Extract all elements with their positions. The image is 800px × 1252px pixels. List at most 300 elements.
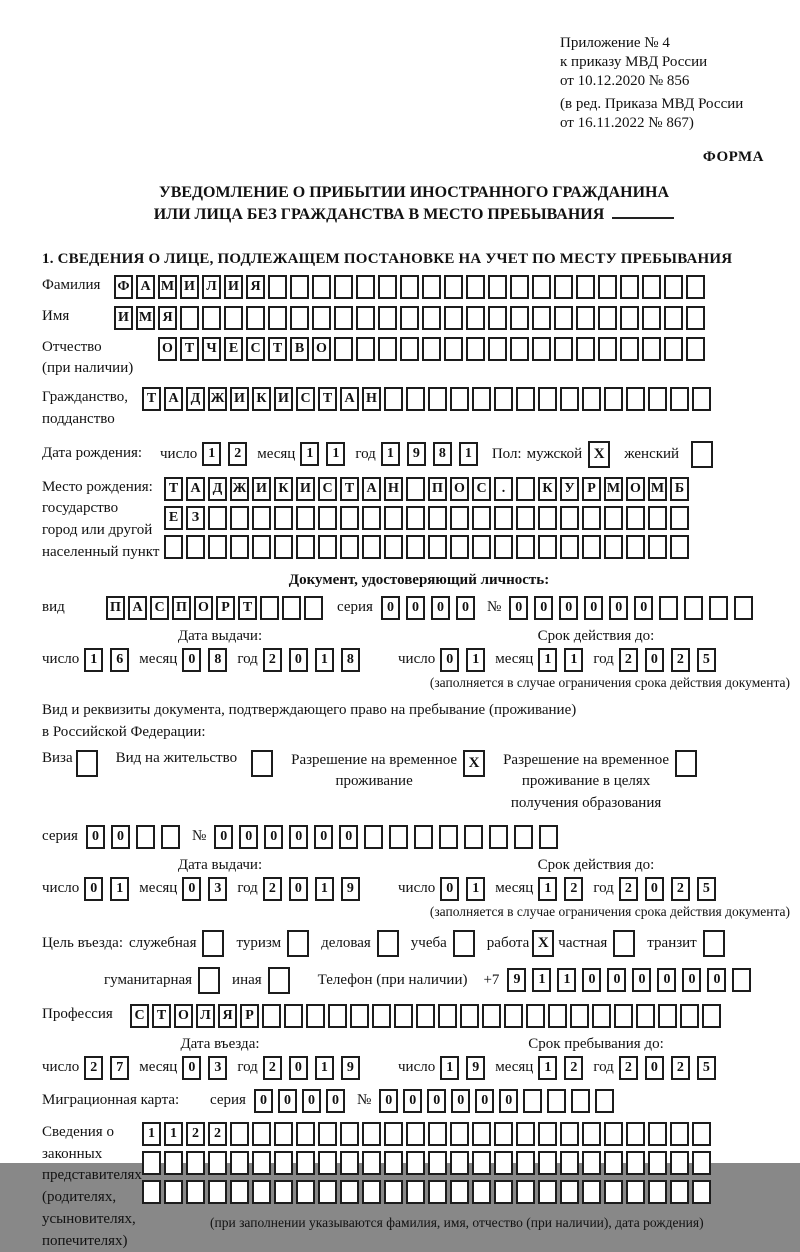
residence-series-label: серия [42,828,78,845]
char-cell [356,306,375,330]
char-cell [516,1122,535,1146]
char-cell [466,275,485,299]
char-cell [532,337,551,361]
char-cell [136,825,155,849]
char-cell [406,1151,425,1175]
year-label: год [237,1059,258,1076]
migration-series-label: серия [210,1092,246,1109]
char-cell [516,1180,535,1204]
char-cell [384,387,403,411]
char-cell [604,1151,623,1175]
char-cell [224,306,243,330]
char-cell [538,506,557,530]
char-cell [422,337,441,361]
char-cell [164,1151,183,1175]
char-cell: Л [196,1004,215,1028]
char-cell: 9 [407,442,426,466]
char-cell [340,535,359,559]
representatives-label-line: усыновителях, [42,1210,136,1227]
char-cell: 2 [671,1056,690,1080]
char-cell [444,275,463,299]
char-cell [246,306,265,330]
char-cell [262,1004,281,1028]
char-cell: 0 [582,968,601,992]
char-cell: Н [362,387,381,411]
year-cells [619,648,716,672]
char-cell: 0 [475,1089,494,1113]
sex-male-label: мужской [526,445,583,462]
representatives-label-line: законных [42,1145,103,1162]
visa-label: Виза [42,749,73,766]
char-cell [532,306,551,330]
char-cell [488,306,507,330]
residence-number-label: № [191,828,207,845]
char-cell [670,1151,689,1175]
char-cell: 1 [84,648,103,672]
char-cell: 0 [440,648,459,672]
char-cell: 2 [263,877,282,901]
form-title-line2-text: ИЛИ ЛИЦА БЕЗ ГРАЖДАНСТВА В МЕСТО ПРЕБЫВАНИЯ [153,206,605,224]
given-name-label: Имя [42,307,70,324]
char-cell: 1 [315,1056,334,1080]
entry-date-cells [42,1056,398,1080]
char-cell: О [174,1004,193,1028]
temp-residence-label-line: Разрешение на временное [291,751,458,768]
char-cell: Н [384,477,403,501]
char-cell [389,825,408,849]
month-label: месяц [495,1059,534,1076]
char-cell: 8 [341,648,360,672]
representatives-label-line: Сведения о [42,1123,114,1140]
char-cell [428,387,447,411]
option-visa [42,750,98,777]
char-cell [626,387,645,411]
option-temp-residence [291,750,485,794]
char-cell [384,1122,403,1146]
month-cells [300,442,345,466]
char-cell [472,535,491,559]
year-cells [619,877,716,901]
profession-row [42,1004,796,1028]
char-cell: Т [268,337,287,361]
char-cell: Л [202,275,221,299]
residence-issue-date-cells [42,877,398,901]
char-cell [595,1089,614,1113]
char-cell: 2 [619,648,638,672]
char-cell [334,306,353,330]
char-cell [523,1089,542,1113]
char-cell [582,387,601,411]
char-cell: 1 [459,442,478,466]
char-cell [208,1151,227,1175]
char-cell [318,1122,337,1146]
char-cell [340,1151,359,1175]
char-cell [268,275,287,299]
char-cell: 0 [289,825,308,849]
char-cell [202,306,221,330]
surname-cells [114,275,705,299]
char-cell [384,1180,403,1204]
char-cell [284,1004,303,1028]
char-cell [378,337,397,361]
char-cell: 0 [326,1089,345,1113]
char-cell [186,1151,205,1175]
char-cell [208,506,227,530]
char-cell: 6 [110,648,129,672]
purpose-commercial-checkbox [377,930,399,957]
char-cell [364,825,383,849]
char-cell [416,1004,435,1028]
char-cell: Т [340,477,359,501]
char-cell [296,1122,315,1146]
char-cell [582,1122,601,1146]
char-cell [488,337,507,361]
temp-residence-education-label-line: Разрешение на временное [503,751,670,768]
char-cell: И [296,477,315,501]
char-cell: 0 [645,1056,664,1080]
revision-line: (в ред. Приказа МВД России [560,96,744,113]
char-cell [142,1180,161,1204]
issue-date-cells [42,648,398,672]
char-cell: 1 [564,648,583,672]
surname-row [42,275,796,299]
purpose-transit-label: транзит [647,934,697,951]
char-cell: И [230,387,249,411]
appendix-line: от 10.12.2020 № 856 [560,72,690,89]
char-cell: М [648,477,667,501]
option-temp-residence-education [503,750,697,815]
char-cell [356,337,375,361]
char-cell: Ж [208,387,227,411]
char-cell [482,1004,501,1028]
birth-place-label-line: населенный пункт [42,543,160,560]
char-cell [642,275,661,299]
char-cell: 0 [289,877,308,901]
birth-place-label-line: государство [42,500,119,517]
char-cell [494,1122,513,1146]
patronymic-label [42,337,158,381]
option-residence-permit [116,750,273,777]
month-label: месяц [139,1059,178,1076]
residence-doc-intro-line2: в Российской Федерации: [42,724,206,741]
char-cell [560,535,579,559]
char-cell [554,275,573,299]
char-cell: Т [238,596,257,620]
char-cell [582,506,601,530]
char-cell: 2 [619,1056,638,1080]
given-name-cells [114,306,705,330]
residence-doc-options [42,750,796,815]
char-cell [282,596,301,620]
char-cell: И [114,306,133,330]
char-cell [450,506,469,530]
char-cell [274,535,293,559]
char-cell [472,1122,491,1146]
char-cell [439,825,458,849]
char-cell [670,535,689,559]
char-cell: В [290,337,309,361]
purpose-other-label: иная [232,971,262,988]
year-label: год [237,880,258,897]
char-cell [560,387,579,411]
char-cell [670,506,689,530]
day-label: число [398,1059,436,1076]
char-cell: 0 [289,648,308,672]
char-cell [582,1151,601,1175]
char-cell: 0 [634,596,653,620]
char-cell [604,1122,623,1146]
char-cell: 1 [440,1056,459,1080]
char-cell [554,337,573,361]
phone-prefix: +7 [483,971,500,988]
char-cell [576,337,595,361]
residence-number-cells [214,825,558,849]
year-label: год [593,1059,614,1076]
char-cell [334,337,353,361]
char-cell [598,337,617,361]
char-cell [538,1151,557,1175]
char-cell [620,337,639,361]
char-cell [444,306,463,330]
char-cell [356,275,375,299]
birth-place-label-line: город или другой [42,522,153,539]
char-cell: У [560,477,579,501]
char-cell [384,506,403,530]
char-cell [328,1004,347,1028]
day-label: число [42,651,80,668]
char-cell [692,1151,711,1175]
char-cell: 0 [657,968,676,992]
month-label: месяц [495,651,534,668]
valid-until-cells [398,648,794,672]
temp-residence-education-label-line: получения образования [510,795,662,812]
month-cells [182,648,227,672]
char-cell: 1 [315,648,334,672]
citizenship-label-line: Гражданство, [42,389,129,406]
char-cell: 2 [84,1056,103,1080]
char-cell [488,275,507,299]
char-cell: Р [240,1004,259,1028]
char-cell: П [172,596,191,620]
char-cell [296,506,315,530]
char-cell [472,506,491,530]
char-cell: 0 [84,877,103,901]
char-cell [180,306,199,330]
revision-line: от 16.11.2022 № 867) [560,115,694,131]
char-cell [510,275,529,299]
char-cell: 2 [228,442,247,466]
char-cell [626,506,645,530]
purpose-commercial-label: деловая [321,934,371,951]
char-cell [400,337,419,361]
valid-until-col [398,628,794,672]
char-cell: Б [670,477,689,501]
char-cell: 0 [682,968,701,992]
birth-place-label-line: Место рождения: [42,478,153,495]
identity-doc-validity-note: (заполняется в случае ограничения срока действия документа) [429,674,790,690]
char-cell [362,535,381,559]
char-cell: 0 [499,1089,518,1113]
char-cell: 2 [186,1122,205,1146]
citizenship-label [42,387,142,431]
stay-until-cells [398,1056,794,1080]
year-cells [263,877,360,901]
char-cell [548,1004,567,1028]
char-cell [318,506,337,530]
char-cell [334,275,353,299]
char-cell [318,1151,337,1175]
char-cell: 0 [707,968,726,992]
char-cell [539,825,558,849]
char-cell [692,1180,711,1204]
char-cell [598,275,617,299]
char-cell [560,506,579,530]
char-cell: 5 [697,648,716,672]
migration-number-label: № [356,1092,372,1109]
day-label: число [160,445,198,462]
representatives-grid [142,1122,711,1231]
char-cell: 2 [619,877,638,901]
char-cell [642,306,661,330]
char-cell: 0 [427,1089,446,1113]
valid-until-heading: Срок действия до: [537,627,655,644]
char-cell [538,1122,557,1146]
birth-place-label [42,477,164,564]
migration-card-label: Миграционная карта: [42,1091,180,1108]
char-cell [648,506,667,530]
char-cell: О [626,477,645,501]
char-cell [576,306,595,330]
char-cell [372,1004,391,1028]
char-cell: Т [164,477,183,501]
char-cell [532,275,551,299]
char-cell: 0 [607,968,626,992]
month-cells [538,877,583,901]
representatives-cells-row1 [142,1122,711,1146]
month-label: месяц [257,445,296,462]
doc-series-cells [381,596,475,620]
char-cell: . [494,477,513,501]
char-cell [274,1122,293,1146]
char-cell [312,306,331,330]
citizenship-label-line: подданство [42,410,115,427]
char-cell: 0 [509,596,528,620]
char-cell [362,1122,381,1146]
day-label: число [398,880,436,897]
char-cell: 0 [289,1056,308,1080]
identity-doc-kind-row [42,596,796,620]
residence-valid-until-col [398,857,794,901]
char-cell: 2 [208,1122,227,1146]
char-cell: 9 [466,1056,485,1080]
char-cell [516,477,535,501]
char-cell: П [428,477,447,501]
purpose-tourism-label: туризм [236,934,282,951]
char-cell [648,535,667,559]
doc-number-label: № [486,599,502,616]
char-cell: 0 [645,877,664,901]
char-cell [208,535,227,559]
char-cell: 1 [532,968,551,992]
purpose-private-checkbox [613,930,635,957]
char-cell: 1 [326,442,345,466]
char-cell [296,1180,315,1204]
char-cell: С [318,477,337,501]
char-cell: 7 [110,1056,129,1080]
char-cell [252,1151,271,1175]
char-cell: 9 [341,877,360,901]
char-cell [362,1151,381,1175]
char-cell [472,387,491,411]
entry-dates-row [42,1036,796,1080]
char-cell [406,387,425,411]
section1-heading: 1. СВЕДЕНИЯ О ЛИЦЕ, ПОДЛЕЖАЩЕМ ПОСТАНОВКЕ НА УЧЕТ ПО МЕСТУ ПРЕБЫВАНИЯ [42,250,733,267]
char-cell [362,506,381,530]
char-cell: С [472,477,491,501]
char-cell: Т [318,387,337,411]
patronymic-row [42,337,796,381]
char-cell [686,275,705,299]
char-cell [664,275,683,299]
day-cells [440,877,485,901]
char-cell [274,506,293,530]
temp-residence-label [291,750,457,794]
residence-permit-checkbox [251,750,273,777]
char-cell [268,306,287,330]
char-cell [252,1180,271,1204]
form-title-line1: УВЕДОМЛЕНИЕ О ПРИБЫТИИ ИНОСТРАННОГО ГРАЖДАНИНА [158,183,670,201]
month-cells [538,1056,583,1080]
char-cell [472,1151,491,1175]
char-cell [252,506,271,530]
char-cell [340,506,359,530]
char-cell: О [158,337,177,361]
char-cell [378,275,397,299]
residence-doc-validity-note: (заполняется в случае ограничения срока действия документа) [429,903,790,919]
char-cell [450,387,469,411]
migration-series-cells [254,1089,345,1113]
char-cell: 1 [466,648,485,672]
char-cell: 1 [538,1056,557,1080]
char-cell: 0 [214,825,233,849]
char-cell [686,337,705,361]
char-cell: О [194,596,213,620]
year-cells [381,442,478,466]
char-cell [489,825,508,849]
birth-date-cells [160,442,488,466]
surname-label: Фамилия [42,276,101,293]
char-cell [670,1122,689,1146]
birth-place-grid [164,477,689,559]
char-cell: 0 [302,1089,321,1113]
char-cell [642,337,661,361]
day-cells [84,1056,129,1080]
char-cell [684,596,703,620]
year-cells [619,1056,716,1080]
temp-residence-education-label-line: проживание в целях [521,773,651,790]
purpose-humanitarian-checkbox [198,967,220,994]
char-cell [400,306,419,330]
char-cell: 0 [254,1089,273,1113]
month-label: месяц [495,880,534,897]
birth-date-label: Дата рождения: [42,445,143,462]
citizenship-cells [142,387,711,411]
year-cells [263,1056,360,1080]
char-cell: 2 [564,1056,583,1080]
char-cell: 0 [609,596,628,620]
char-cell [208,1180,227,1204]
char-cell: Ж [230,477,249,501]
